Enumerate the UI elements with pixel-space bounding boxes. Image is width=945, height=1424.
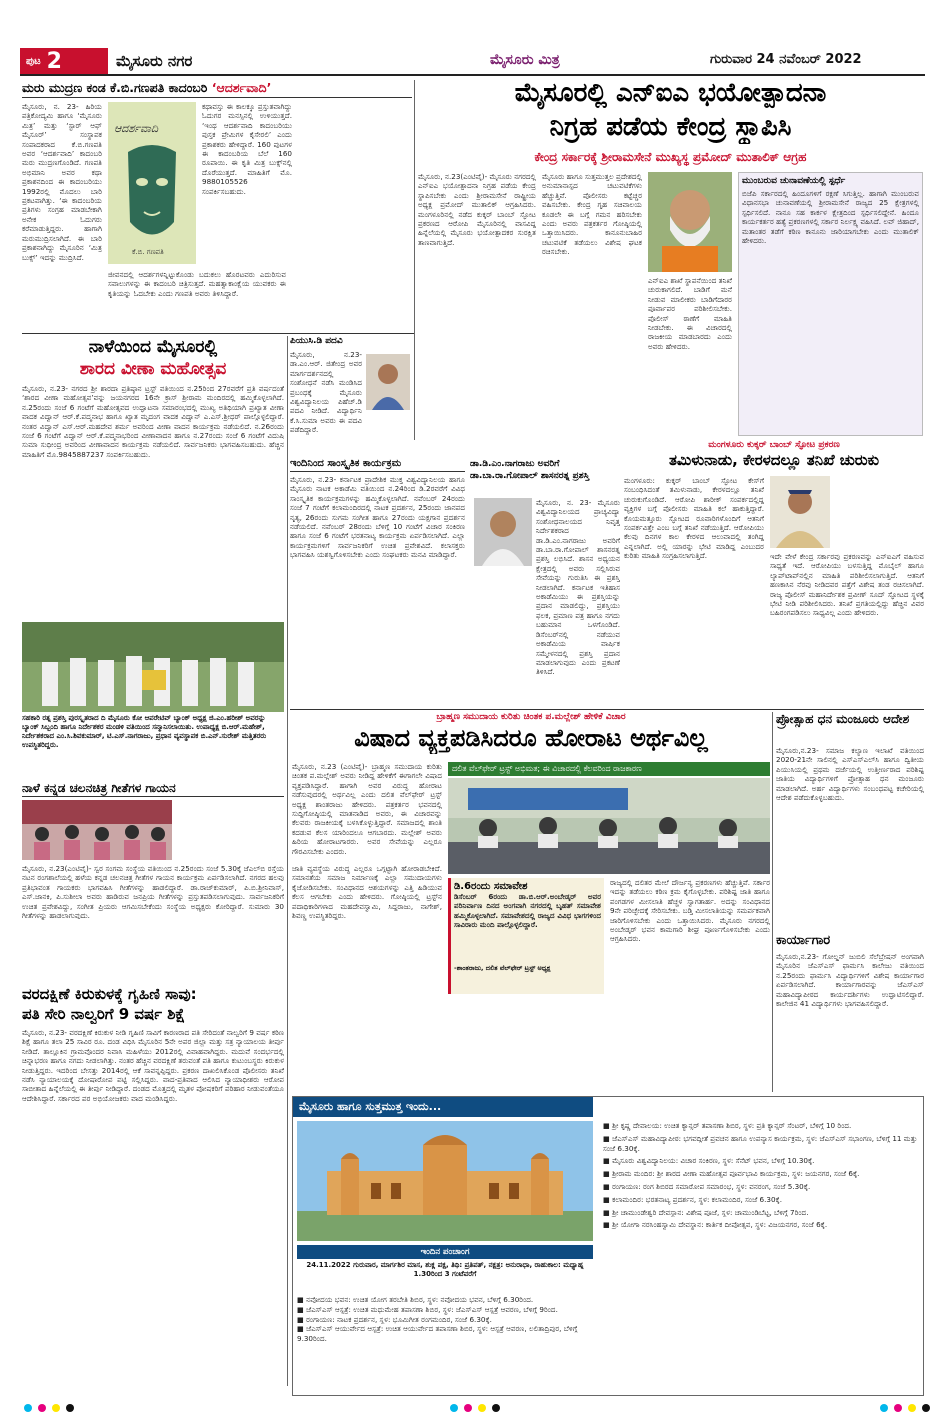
brahmin-quote-box <box>448 878 604 994</box>
today-left-list <box>297 1295 593 1393</box>
incentive-story <box>776 712 924 928</box>
person-portrait-icon <box>366 354 410 410</box>
workshop-title: ಕಾರ್ಯಾಗಾರ <box>776 933 831 948</box>
list-item: ■ ಶ್ರೀ ಕೃಷ್ಣ ದೇವಾಲಯ: ಉಚಿತ ಕ್ಯಾನ್ಸರ್ ತಪಾಸಣಾ ಶಿಬಿರ, ಸ್ಥಳ: ಪ್ರತಿ ಕ್ಯಾನ್ಸರ್ ಸೆಂಟರ್, ಬೆಳಿಗ್ಗೆ 10 ರಿಂದ. <box>603 1121 852 1130</box>
list-item: ■ ಜೆಎಸ್‌ಎಸ್ ಆಯುರ್ವೇದ ಆಸ್ಪತ್ರೆ: ಉಚಿತ ಆಯುರ್ವೇದ ತಪಾಸಣಾ ಶಿಬಿರ, ಸ್ಥಳ: ಆಸ್ಪತ್ರೆ ಆವರಣ, ಲಲಿತಾದ್ರಿಪುರ, ಬೆಳಿಗ್ಗೆ 9.30ರಿಂದ. <box>297 1324 578 1344</box>
panchanga-body: 24.11.2022 ಗುರುವಾರ, ಮಾರ್ಗಶಿರ ಮಾಸ, ಶುಕ್ಲ ಪಕ್ಷ, ತಿಥಿ: ಪ್ರತಿಪತ್, ನಕ್ಷತ್ರ: ಅನುರಾಧಾ, ರಾಹುಕಾಲ: ಮಧ್ಯಾಹ್ನ 1.30ರಿಂದ 3 ಗಂಟೆವರೆಗೆ <box>306 1261 584 1278</box>
brahmin-story <box>292 712 770 1092</box>
pcd-body: ಮೈಸೂರು, ನ.23- ಡಾ.ಎಂ.ಆರ್. ಜಿತೇಂದ್ರ ಅವರ ಮಾರ್ಗದರ್ಶನದಲ್ಲಿ ಸಂಶೋಧನೆ ನಡೆಸಿ ಮಂಡಿಸಿದ ಪ್ರಬಂಧಕ್ಕೆ ಮೈಸೂರು ವಿಶ್ವವಿದ್ಯಾನಿಲಯ ಪಿಹೆಚ್.ಡಿ ಪದವಿ ನೀಡಿದೆ. ವಿದ್ಯಾರ್ಥಿನಿ ಕೆ.ಸಿ.ಸುಮಾ ಅವರು ಈ ಪದವಿ ಪಡೆದಿದ್ದಾರೆ. <box>290 350 362 435</box>
nia-body-3: ಎನ್‌ಐಎ ಶಾಖೆ ಸ್ಥಾಪನೆಯಿಂದ ತನಿಖೆ ಚುರುಕಾಗಲಿದೆ. ಬಾಡಿಗೆ ಮನೆ ನೀಡುವ ಮಾಲೀಕರು ಬಾಡಿಗೆದಾರರ ಪೂರ್ವಾಪರ ಪರಿಶೀಲಿಸಬೇಕು. ಪೊಲೀಸ್ ಠಾಣೆಗೆ ಮಾಹಿತಿ ನೀಡಬೇಕು. ಈ ವಿಚಾರದಲ್ಲಿ ರಾಜಕೀಯ ಮಾಡಬಾರದು ಎಂದು ಅವರು ಹೇಳಿದರು. <box>648 276 732 351</box>
list-item: ■ ಜೆಎಸ್‌ಎಸ್ ಆಸ್ಪತ್ರೆ: ಉಚಿತ ಮಧುಮೇಹ ತಪಾಸಣಾ ಶಿಬಿರ, ಸ್ಥಳ: ಜೆಎಸ್‌ಎಸ್ ಆಸ್ಪತ್ರೆ ಆವರಣ, ಬೆಳಿಗ್ಗೆ 9ರಿಂದ. <box>297 1304 558 1314</box>
today-title-bar <box>293 1097 593 1117</box>
brahmin-strip <box>448 762 770 776</box>
mangaluru-body-1: ಮಂಗಳೂರು: ಕುಕ್ಕರ್ ಬಾಂಬ್ ಸ್ಫೋಟ ಕೇಸ್‌ಗೆ ಸಂಬಂಧಿಸಿದಂತೆ ತಮಿಳುನಾಡು, ಕೇರಳದಲ್ಲೂ ತನಿಖೆ ಚುರುಕುಗೊಂಡಿದೆ. ಆರೋಪಿ ಶಾರೀಕ್ ಸಂಪರ್ಕದಲ್ಲಿದ್ದ ವ್ಯಕ್ತಿಗಳ ಬಗ್ಗೆ ಪೊಲೀಸರು ಮಾಹಿತಿ ಕಲೆ ಹಾಕುತ್ತಿದ್ದಾರೆ. ಕೊಯಮತ್ತೂರು ಸ್ಫೋಟದ ರೂವಾರಿಗಳೊಂದಿಗೆ ಆತನಿಗೆ ಸಂಪರ್ಕವಿತ್ತೇ ಎಂಬ ಬಗ್ಗೆ ತನಿಖೆ ನಡೆಯುತ್ತಿದೆ. ಆರೋಪಿಯು ಕೆಲವು ದಿನಗಳ ಕಾಲ ಕೇರಳದ ಆಲುವಾದಲ್ಲಿ ತಂಗಿದ್ದ ಎನ್ನಲಾಗಿದೆ. ಅಲ್ಲಿ ಯಾರನ್ನು ಭೇಟಿ ಮಾಡಿದ್ದ ಎಂಬುದರ ಕುರಿತು ಮಾಹಿತಿ ಸಂಗ್ರಹಿಸಲಾಗುತ್ತಿದೆ. <box>624 476 764 561</box>
nia-headline-1: ಮೈಸೂರಲ್ಲಿ ಎನ್‌ಐಎ ಭಯೋತ್ಪಾದನಾ <box>514 78 827 108</box>
masthead <box>20 48 925 74</box>
mask-illustration <box>108 102 196 264</box>
today-box <box>292 1096 924 1396</box>
registration-dots <box>24 1404 74 1412</box>
brahmin-quote-title: ಡಿ.6ರಂದು ಸಮಾವೇಶ <box>454 881 528 892</box>
list-item: ■ ಶ್ರೀ ಯೋಗಾ ನರಸಿಂಹಸ್ವಾಮಿ ದೇವಸ್ಥಾನ: ಕಾರ್ತಿಕ ದೀಪೋತ್ಸವ, ಸ್ಥಳ: ವಿಜಯನಗರ, ಸಂಜೆ 6ಕ್ಕೆ. <box>603 1220 828 1230</box>
brahmin-body-2 <box>448 998 604 1090</box>
today-right-list <box>603 1121 921 1393</box>
book-cover-image <box>108 102 196 264</box>
list-item: ■ ಕಲಾಮಂದಿರ: ಭರತನಾಟ್ಯ ಪ್ರದರ್ಶನ, ಸ್ಥಳ: ಕಲಾಮಂದಿರ, ಸಂಜೆ 6.30ಕ್ಕೆ. <box>603 1194 783 1204</box>
award-title: ಡಾ.ಡಿ.ಎಂ.ನಾಗರಾಜು ಅವರಿಗೆ ಡಾ.ಬಾ.ರಾ.ಗೋಪಾಲ್ ಶಾಸನರತ್ನ ಪ್ರಶಸ್ತಿ <box>470 459 590 481</box>
mangaluru-kicker: ಮಂಗಳೂರು ಕುಕ್ಕರ್ ಬಾಂಬ್ ಸ್ಫೋಟ ಪ್ರಕರಣ <box>708 440 840 450</box>
incentive-title: ಪ್ರೋತ್ಸಾಹ ಧನ ಮಂಜೂರು ಆದೇಶ <box>776 712 910 726</box>
palace-photo <box>297 1121 593 1241</box>
book-body-1: ಮೈಸೂರು, ನ. 23- ಹಿರಿಯ ಪತ್ರಿಕೋದ್ಯಮಿ ಹಾಗೂ ‘ಮೈಸೂರು ಮಿತ್ರ’ ಮತ್ತು ‘ಸ್ಟಾರ್ ಆಫ್ ಮೈಸೂರ್’ ಸಂಸ್ಥಾಪಕ ಸಂಪಾದಕರಾದ ಕೆ.ಬಿ.ಗಣಪತಿ ಅವರ ‘ಆದರ್ಶವಾದಿ’ ಕಾದಂಬರಿ ಮರು ಮುದ್ರಣಗೊಂಡಿದೆ. ಗಣಪತಿ ಅಭಿಮಾನಿ ಅವರ ಕಥಾ ಪ್ರಕಾಶನದಿಂದ ಈ ಕಾದಂಬರಿಯು 1992ರಲ್ಲಿ ಮೊದಲು ಬಾರಿ ಪ್ರಕಟವಾಗಿತ್ತು. ‘ಈ ಕಾದಂಬರಿಯ ಪ್ರತಿಗಳು ಸಂಗ್ರಹ ಮಾಡಬೇಕಾಗಿ ಅನೇಕ ಓದುಗರು ಕರೆಮಾಡುತ್ತಿದ್ದರು. ಹಾಗಾಗಿ ಮರುಮುದ್ರಿಸಲಾಗಿದೆ. ಈ ಬಾರಿ ಪ್ರಕಾಶನಾಗಿದ್ದು ಮೈಸೂರಿನ ‘ಮಿತ್ರ ಬುಕ್ಸ್’ ಇದನ್ನು ಮುದ್ರಿಸಿದೆ. <box>22 102 102 262</box>
list-item: ■ ನವೋದಯ ಭವನ: ಉಚಿತ ಯೋಗ ತರಬೇತಿ ಶಿಬಿರ, ಸ್ಥಳ: ನವೋದಯ ಭವನ, ಬೆಳಿಗ್ಗೆ 6.30ರಿಂದ. <box>297 1295 534 1304</box>
brahmin-body-1b: ಜಾತಿ ವ್ಯವಸ್ಥೆಯ ವಿರುದ್ಧ ಎಲ್ಲರೂ ಒಗ್ಗಟ್ಟಾಗಿ ಹೋರಾಡಬೇಕಿದೆ. ಸಮಾನತೆಯ ಸಮಾಜ ನಿರ್ಮಾಣಕ್ಕೆ ಎಲ್ಲಾ ಸಮುದಾಯಗಳು ಕೈಜೋಡಿಸಬೇಕು. ಸಂವಿಧಾನದ ಆಶಯಗಳನ್ನು ಎತ್ತಿ ಹಿಡಿಯುವ ಕೆಲಸ ಆಗಬೇಕು ಎಂದು ಹೇಳಿದರು. ಗೋಷ್ಠಿಯಲ್ಲಿ ಟ್ರಸ್ಟ್‌ನ ಪದಾಧಿಕಾರಿಗಳಾದ ಮಹದೇವಸ್ವಾಮಿ, ಸಿದ್ದರಾಜು, ನಾಗೇಶ್, ಶಿವಣ್ಣ ಉಪಸ್ಥಿತರಿದ್ದರು. <box>292 864 442 921</box>
brahmin-quote-attrib: -ಶಾಂತರಾಜು, ದಲಿತ ವೆಲ್‌ಫೇರ್ ಟ್ರಸ್ಟ್ ಅಧ್ಯಕ್ಷ <box>454 964 551 972</box>
brahmin-headline: ವಿಷಾದ ವ್ಯಕ್ತಪಡಿಸಿದರೂ ಹೋರಾಟ ಅರ್ಥವಿಲ್ಲ <box>354 724 708 752</box>
person-portrait-icon <box>474 498 532 566</box>
incentive-body: ಮೈಸೂರು,ನ.23- ಸಮಾಜ ಕಲ್ಯಾಣ ಇಲಾಖೆ ವತಿಯಿಂದ 2020-21ನೇ ಸಾಲಿನಲ್ಲಿ ಎಸ್‌ಎಸ್‌ಎಲ್‌ಸಿ ಹಾಗೂ ದ್ವಿತೀಯ ಪಿಯುಸಿಯಲ್ಲಿ ಪ್ರಥಮ ದರ್ಜೆಯಲ್ಲಿ ಉತ್ತೀರ್ಣರಾದ ಪರಿಶಿಷ್ಟ ಜಾತಿಯ ವಿದ್ಯಾರ್ಥಿಗಳಿಗೆ ಪ್ರೋತ್ಸಾಹ ಧನ ಮಂಜೂರು ಮಾಡಲಾಗಿದೆ. ಅರ್ಹ ವಿದ್ಯಾರ್ಥಿಗಳು ಸಂಬಂಧಪಟ್ಟ ಕಚೇರಿಯಲ್ಲಿ ಆದೇಶ ಪಡೆದುಕೊಳ್ಳಬಹುದು. <box>776 746 924 803</box>
film-songs-body: ಮೈಸೂರು, ನ.23(ಎಂಟಿವೈ)- ಸ್ವರ ಸಂಗಮ ಸಂಸ್ಥೆಯ ವತಿಯಿಂದ ನ.25ರಂದು ಸಂಜೆ 5.30ಕ್ಕೆ ಜೆಎಲ್‌ಬಿ ರಸ್ತೆಯ ನಟನ ರಂಗಶಾಲೆಯಲ್ಲಿ ಹಳೆಯ ಕನ್ನಡ ಚಲನಚಿತ್ರ ಗೀತೆಗಳ ಗಾಯನ ಕಾರ್ಯಕ್ರಮ ಏರ್ಪಡಿಸಲಾಗಿದೆ. ನಗರದ ಹಲವು ಪ್ರತಿಭಾವಂತ ಗಾಯಕರು ಭಾಗವಹಿಸಿ ಗೀತೆಗಳನ್ನು ಹಾಡಲಿದ್ದಾರೆ. ಡಾ.ರಾಜ್‌ಕುಮಾರ್, ಪಿ.ಬಿ.ಶ್ರೀನಿವಾಸ್, ಎಸ್.ಜಾನಕಿ, ಪಿ.ಸುಶೀಲಾ ಅವರು ಹಾಡಿರುವ ಜನಪ್ರಿಯ ಗೀತೆಗಳನ್ನು ಪ್ರಸ್ತುತಪಡಿಸಲಾಗುವುದು. ಸಾರ್ವಜನಿಕರಿಗೆ ಉಚಿತ ಪ್ರವೇಶವಿದ್ದು, ಸಂಗೀತ ಪ್ರಿಯರು ಆಗಮಿಸಬೇಕೆಂದು ಸಂಸ್ಥೆಯ ಅಧ್ಯಕ್ಷರು ಕೋರಿದ್ದಾರೆ. ಸುಮಾರು 30 ಗೀತೆಗಳನ್ನು ಹಾಡಲಾಗುವುದು. <box>22 864 284 921</box>
mysore-palace-illustration <box>297 1121 593 1241</box>
dowry-headline-2: ಪತಿ ಸೇರಿ ನಾಲ್ವರಿಗೆ 9 ವರ್ಷ ಶಿಕ್ಷೆ <box>22 1005 186 1023</box>
list-item: ■ ಶ್ರೀರಾಮ ಮಂದಿರ: ಶ್ರೀ ಶಾರದ ವೀಣಾ ಮಹೋತ್ಸವ ಪೂರ್ವಭಾವಿ ಕಾರ್ಯಕ್ರಮ, ಸ್ಥಳ: ಜಯನಗರ, ಸಂಜೆ 6ಕ್ಕೆ. <box>603 1169 860 1179</box>
nia-story <box>418 76 923 436</box>
section-title: ಮೈಸೂರು ನಗರ <box>116 52 193 70</box>
dowry-headline-1: ವರದಕ್ಷಿಣೆ ಕಿರುಕುಳಕ್ಕೆ ಗೃಹಿಣಿ ಸಾವು: <box>22 985 197 1003</box>
press-meet-photo <box>448 778 770 874</box>
brahmin-strip-text: ದಲಿತ ವೆಲ್‌ಫೇರ್ ಟ್ರಸ್ಟ್ ಅಭಿಮತ; ಈ ವಿಚಾರದಲ್ಲಿ ಕೆಲವರಿಂದ ರಾಜಕಾರಣ <box>452 764 642 773</box>
dowry-story <box>22 984 284 1384</box>
brahmin-body-1: ಮೈಸೂರು, ನ.23 (ಎಂಟಿವೈ)- ಬ್ರಾಹ್ಮಣ ಸಮುದಾಯ ಕುರಿತು ಚಿಂತಕ ಪ.ಮಲ್ಲೇಶ್ ಅವರು ನೀಡಿದ್ದ ಹೇಳಿಕೆಗೆ ಈಗಾಗಲೇ ವಿಷಾದ ವ್ಯಕ್ತಪಡಿಸಿದ್ದಾರೆ. ಹಾಗಾಗಿ ಅವರ ವಿರುದ್ಧ ಹೋರಾಟ ನಡೆಸುವುದರಲ್ಲಿ ಅರ್ಥವಿಲ್ಲ ಎಂದು ದಲಿತ ವೆಲ್‌ಫೇರ್ ಟ್ರಸ್ಟ್ ಅಧ್ಯಕ್ಷ ಶಾಂತರಾಜು ಹೇಳಿದರು. ಪತ್ರಕರ್ತರ ಭವನದಲ್ಲಿ ಸುದ್ದಿಗೋಷ್ಠಿಯಲ್ಲಿ ಮಾತನಾಡಿದ ಅವರು, ಈ ವಿಚಾರವನ್ನು ಕೆಲವರು ರಾಜಕೀಯಕ್ಕೆ ಬಳಸಿಕೊಳ್ಳುತ್ತಿದ್ದಾರೆ. ಸಮಾಜದಲ್ಲಿ ಶಾಂತಿ ಕದಡುವ ಕೆಲಸ ಯಾರಿಂದಲೂ ಆಗಬಾರದು. ಮಲ್ಲೇಶ್ ಅವರು ಹಿರಿಯ ಹೋರಾಟಗಾರರು. ಅವರ ಸೇವೆಯನ್ನು ಎಲ್ಲರೂ ಗೌರವಿಸಬೇಕು ಎಂದರು. <box>292 762 442 856</box>
brahmin-quote-body: ಡಿಸೆಂಬರ್ 6ರಂದು ಡಾ.ಬಿ.ಆರ್.ಅಂಬೇಡ್ಕರ್ ಅವರ ಪರಿನಿರ್ವಾಣ ದಿನದ ಅಂಗವಾಗಿ ನಗರದಲ್ಲಿ ಬೃಹತ್ ಸಮಾವೇಶ ಹಮ್ಮಿಕೊಳ್ಳಲಾಗಿದೆ. ಸಮಾವೇಶದಲ್ಲಿ ರಾಜ್ಯದ ವಿವಿಧ ಭಾಗಗಳಿಂದ ಸಾವಿರಾರು ಮಂದಿ ಪಾಲ್ಗೊಳ್ಳಲಿದ್ದಾರೆ. <box>454 892 601 930</box>
pcd-person-photo <box>366 354 410 410</box>
book-headline: ಮರು ಮುದ್ರಣ ಕಂಡ ಕೆ.ಬಿ.ಗಣಪತಿ ಕಾದಂಬರಿ ‘ಆದರ್ಶವಾದಿ’ <box>22 80 412 98</box>
page-number: 2 <box>46 48 62 74</box>
police-officer-photo <box>770 476 830 548</box>
nia-body-1: ಮೈಸೂರು, ನ.23(ಎಂಟಿವೈ)- ಮೈಸೂರು ನಗರದಲ್ಲಿ ಎನ್‌ಐಎ ಭಯೋತ್ಪಾದನಾ ನಿಗ್ರಹ ಪಡೆಯ ಕೇಂದ್ರ ಸ್ಥಾಪಿಸಬೇಕು ಎಂದು ಶ್ರೀರಾಮಸೇನೆ ರಾಷ್ಟ್ರೀಯ ಅಧ್ಯಕ್ಷ ಪ್ರಮೋದ್ ಮುತಾಲಿಕ್ ಆಗ್ರಹಿಸಿದರು. ಮಂಗಳೂರಿನಲ್ಲಿ ನಡೆದ ಕುಕ್ಕರ್ ಬಾಂಬ್ ಸ್ಫೋಟ ಪ್ರಕರಣದ ಆರೋಪಿ ಮೈಸೂರಿನಲ್ಲಿ ವಾಸವಿದ್ದ ಹಿನ್ನೆಲೆಯಲ್ಲಿ ಮೈಸೂರು ಭಯೋತ್ಪಾದಕರ ಸುರಕ್ಷಿತ ತಾಣವಾಗುತ್ತಿದೆ. <box>418 172 536 247</box>
brahmin-kicker: ಬ್ರಾಹ್ಮಣ ಸಮುದಾಯ ಕುರಿತು ಚಿಂತಕ ಪ.ಮಲ್ಲೇಶ್ ಹೇಳಿಕೆ ವಿಚಾರ <box>436 712 626 722</box>
award-story <box>470 458 620 708</box>
bank-group-photo <box>22 622 284 712</box>
press-meet-illustration <box>448 778 770 874</box>
list-item: ■ ಶ್ರೀ ಚಾಮುಂಡೇಶ್ವರಿ ದೇವಸ್ಥಾನ: ವಿಶೇಷ ಪೂಜೆ, ಸ್ಥಳ: ಚಾಮುಂಡಿಬೆಟ್ಟ, ಬೆಳಿಗ್ಗೆ 7ರಿಂದ. <box>603 1207 809 1217</box>
paper-name: ಮೈಸೂರು ಮಿತ್ರ <box>490 52 560 68</box>
nia-sidebar <box>738 172 923 436</box>
mangaluru-headline: ತಮಿಳುನಾಡು, ಕೇರಳದಲ್ಲೂ ತನಿಖೆ ಚುರುಕು <box>668 451 880 469</box>
sharada-body: ಮೈಸೂರು, ನ.23- ನಗರದ ಶ್ರೀ ಶಾರದಾ ಪ್ರತಿಷ್ಠಾನ ಟ್ರಸ್ಟ್ ವತಿಯಿಂದ ನ.25ರಿಂದ 27ರವರೆಗೆ ಪ್ರತಿ ವರ್ಷದಂತೆ ‘ಶಾರದ ವೀಣಾ ಮಹೋತ್ಸವ’ವನ್ನು ಜಯನಗರದ 16ನೇ ಕ್ರಾಸ್ ಶ್ರೀರಾಮ ಮಂದಿರದಲ್ಲಿ ಹಮ್ಮಿಕೊಳ್ಳಲಾಗಿದೆ. ನ.25ರಂದು ಸಂಜೆ 6 ಗಂಟೆಗೆ ಮಹೋತ್ಸವದ ಉದ್ಘಾಟನಾ ಸಮಾರಂಭದಲ್ಲಿ ಮುಖ್ಯ ಅತಿಥಿಯಾಗಿ ಪ್ರಖ್ಯಾತ ವೀಣಾ ವಾದಕ ವಿದ್ವಾನ್ ಆರ್.ಕೆ.ಪದ್ಮನಾಭ ಹಾಗೂ ಖ್ಯಾತ ಮೃದಂಗ ವಾದಕ ವಿದ್ವಾನ್ ಎ.ಎಸ್.ಶ್ರೀಧರ್ ಪಾಲ್ಗೊಳ್ಳಲಿದ್ದಾರೆ. ನಂತರ ವಿದ್ವಾನ್ ಎಸ್.ಆರ್.ಮಹದೇವ ಶರ್ಮ ಅವರಿಂದ ವೀಣಾ ವಾದನ ಕಾರ್ಯಕ್ರಮ ನಡೆಯಲಿದೆ. ನ.26ರಂದು ಸಂಜೆ 6 ಗಂಟೆಗೆ ವಿದ್ವಾನ್ ಆರ್.ಕೆ.ಪದ್ಮನಾಭರಿಂದ ವೀಣಾವಾದನ ಹಾಗೂ ನ.27ರಂದು ಸಂಜೆ 6 ಗಂಟೆಗೆ ವಿದುಷಿ ಸುಮಾ ಸುಧೀಂದ್ರ ಅವರಿಂದ ವೀಣಾವಾದನ ಕಾರ್ಯಕ್ರಮ ನಡೆಯಲಿದೆ. ಸಾರ್ವಜನಿಕರು ಭಾಗವಹಿಸಬಹುದು. ಹೆಚ್ಚಿನ ಮಾಹಿತಿಗೆ ಮೊ.9845887237 ಸಂಪರ್ಕಿಸಬಹುದು. <box>22 384 284 459</box>
nia-headline-2: ನಿಗ್ರಹ ಪಡೆಯ ಕೇಂದ್ರ ಸ್ಥಾಪಿಸಿ <box>549 112 792 142</box>
workshop-story <box>776 932 924 1092</box>
list-item: ■ ಜೆಎಸ್‌ಎಸ್ ಮಹಾವಿದ್ಯಾಪೀಠ: ಭಗವದ್ಗೀತೆ ಪ್ರವಚನ ಹಾಗೂ ಉಪನ್ಯಾಸ ಕಾರ್ಯಕ್ರಮ, ಸ್ಥಳ: ಜೆಎಸ್‌ಎಸ್ ಸಭಾಂಗಣ, ಬೆಳಿಗ್ಗೆ 11 ಮತ್ತು ಸಂಜೆ 6.30ಕ್ಕೆ. <box>603 1133 918 1153</box>
registration-dots <box>450 1404 500 1412</box>
issue-date: ಗುರುವಾರ 24 ನವೆಂಬರ್ 2022 <box>710 52 862 67</box>
nia-sidebar-body: ಬಿಜೆಪಿ ಸರ್ಕಾರದಲ್ಲಿ ಹಿಂದೂಗಳಿಗೆ ರಕ್ಷಣೆ ಸಿಗುತ್ತಿಲ್ಲ. ಹಾಗಾಗಿ ಮುಂಬರುವ ವಿಧಾನಸಭಾ ಚುನಾವಣೆಯಲ್ಲಿ ಶ್ರೀರಾಮಸೇನೆ ರಾಜ್ಯದ 25 ಕ್ಷೇತ್ರಗಳಲ್ಲಿ ಸ್ಪರ್ಧಿಸಲಿದೆ. ನಾನೂ ಸಹ ಕಾರ್ಕಳ ಕ್ಷೇತ್ರದಿಂದ ಸ್ಪರ್ಧಿಸಲಿದ್ದೇನೆ. ಹಿಂದೂ ಕಾರ್ಯಕರ್ತರ ಹತ್ಯೆ ಪ್ರಕರಣಗಳಲ್ಲಿ ಸರ್ಕಾರ ನಿರ್ಲಕ್ಷ್ಯ ವಹಿಸಿದೆ. ಲವ್ ಜಿಹಾದ್, ಮತಾಂತರ ತಡೆಗೆ ಕಠಿಣ ಕಾನೂನು ಜಾರಿಯಾಗಬೇಕು ಎಂದು ಮುತಾಲಿಕ್ ಹೇಳಿದರು. <box>742 189 919 246</box>
panchanga-title: ಇಂದಿನ ಪಂಚಾಂಗ <box>420 1247 470 1257</box>
dowry-body: ಮೈಸೂರು, ನ.23- ವರದಕ್ಷಿಣೆ ಕಿರುಕುಳ ನೀಡಿ ಗೃಹಿಣಿ ಸಾವಿಗೆ ಕಾರಣರಾದ ಪತಿ ಸೇರಿದಂತೆ ನಾಲ್ವರಿಗೆ 9 ವರ್ಷ ಕಠಿಣ ಶಿಕ್ಷೆ ಹಾಗೂ ತಲಾ 25 ಸಾವಿರ ರೂ. ದಂಡ ವಿಧಿಸಿ ಮೈಸೂರಿನ 5ನೇ ಅಪರ ಜಿಲ್ಲಾ ಮತ್ತು ಸತ್ರ ನ್ಯಾಯಾಲಯ ತೀರ್ಪು ನೀಡಿದೆ. ತಾಲ್ಲೂಕಿನ ಗ್ರಾಮವೊಂದರ ನಿವಾಸಿ ಮಹಿಳೆಯು 2012ರಲ್ಲಿ ವಿವಾಹವಾಗಿದ್ದರು. ಮದುವೆ ಸಂದರ್ಭದಲ್ಲಿ ಚಿನ್ನಾಭರಣ ಹಾಗೂ ನಗದು ನೀಡಲಾಗಿತ್ತು. ನಂತರ ಹೆಚ್ಚಿನ ವರದಕ್ಷಿಣೆ ತರುವಂತೆ ಪತಿ ಹಾಗೂ ಕುಟುಂಬಸ್ಥರು ಕಿರುಕುಳ ನೀಡುತ್ತಿದ್ದರು. ಇದರಿಂದ ಬೇಸತ್ತು 2014ರಲ್ಲಿ ಆಕೆ ಸಾವನ್ನಪ್ಪಿದ್ದರು. ಪ್ರಕರಣ ದಾಖಲಿಸಿಕೊಂಡ ಪೊಲೀಸರು ತನಿಖೆ ನಡೆಸಿ ನ್ಯಾಯಾಲಯಕ್ಕೆ ದೋಷಾರೋಪ ಪಟ್ಟಿ ಸಲ್ಲಿಸಿದ್ದರು. ವಾದ-ಪ್ರತಿವಾದ ಆಲಿಸಿದ ನ್ಯಾಯಾಧೀಶರು ಆರೋಪ ಸಾಬೀತಾದ ಹಿನ್ನೆಲೆಯಲ್ಲಿ ಈ ತೀರ್ಪು ನೀಡಿದ್ದಾರೆ. ದಂಡದ ಮೊತ್ತದಲ್ಲಿ ಮೃತಳ ಪೋಷಕರಿಗೆ ಪರಿಹಾರ ನೀಡುವಂತೆಯೂ ಆದೇಶಿಸಿದ್ದಾರೆ. ಸರ್ಕಾರದ ಪರ ಅಭಿಯೋಜಕರು ವಾದ ಮಂಡಿಸಿದ್ದರು. <box>22 1028 284 1103</box>
sharada-headline: ಶಾರದ ವೀಣಾ ಮಹೋತ್ಸವ <box>79 359 227 379</box>
list-item: ■ ರಂಗಾಯಣ: ರಂಗ ಶಿಬಿರದ ಸಮಾರೋಪ ಸಮಾರಂಭ, ಸ್ಥಳ: ವನರಂಗ, ಸಂಜೆ 5.30ಕ್ಕೆ. <box>603 1181 811 1191</box>
award-person-photo <box>474 498 532 566</box>
book-cover-title: ಆದರ್ಶವಾದಿ <box>114 122 159 135</box>
page-number-badge <box>20 48 108 74</box>
page-label: ಪುಟ <box>26 55 41 67</box>
person-portrait-icon <box>648 172 732 272</box>
culture-body: ಮೈಸೂರು, ನ.23- ಕರ್ನಾಟಕ ಪ್ರಾದೇಶಿಕ ಮುಕ್ತ ವಿಶ್ವವಿದ್ಯಾನಿಲಯ ಹಾಗೂ ಮೈಸೂರು ನಾಟಕ ಅಕಾಡೆಮಿ ವತಿಯಿಂದ ನ.24ರಿಂದ ಡಿ.2ರವರೆಗೆ ವಿವಿಧ ಸಾಂಸ್ಕೃತಿಕ ಕಾರ್ಯಕ್ರಮಗಳನ್ನು ಹಮ್ಮಿಕೊಳ್ಳಲಾಗಿದೆ. ನವೆಂಬರ್ 24ರಂದು ಸಂಜೆ 7 ಗಂಟೆಗೆ ಕಲಾಮಂದಿರದಲ್ಲಿ ನಾಟಕ ಪ್ರದರ್ಶನ, 25ರಂದು ಜಾನಪದ ನೃತ್ಯ, 26ರಂದು ಸುಗಮ ಸಂಗೀತ ಹಾಗೂ 27ರಂದು ಯಕ್ಷಗಾನ ಪ್ರದರ್ಶನ ನಡೆಯಲಿದೆ. ನವೆಂಬರ್ 28ರಂದು ಬೆಳಿಗ್ಗೆ 10 ಗಂಟೆಗೆ ವಿಚಾರ ಸಂಕಿರಣ ಹಾಗೂ ಸಂಜೆ 6 ಗಂಟೆಗೆ ಭರತನಾಟ್ಯ ಕಾರ್ಯಕ್ರಮ ಏರ್ಪಡಿಸಲಾಗಿದೆ. ಎಲ್ಲಾ ಕಾರ್ಯಕ್ರಮಗಳಿಗೆ ಸಾರ್ವಜನಿಕರಿಗೆ ಉಚಿತ ಪ್ರವೇಶವಿದೆ. ಕಲಾಸಕ್ತರು ಭಾಗವಹಿಸಿ ಯಶಸ್ವಿಗೊಳಿಸಬೇಕು ಎಂದು ಸಂಘಟಕರು ಮನವಿ ಮಾಡಿದ್ದಾರೆ. <box>290 475 465 560</box>
panchanga-title-bar <box>297 1245 593 1259</box>
brahmin-body-3: ರಾಜ್ಯದಲ್ಲಿ ದಲಿತರ ಮೇಲೆ ದೌರ್ಜನ್ಯ ಪ್ರಕರಣಗಳು ಹೆಚ್ಚುತ್ತಿವೆ. ಸರ್ಕಾರ ಇದನ್ನು ತಡೆಯಲು ಕಠಿಣ ಕ್ರಮ ಕೈಗೊಳ್ಳಬೇಕು. ಪರಿಶಿಷ್ಟ ಜಾತಿ ಹಾಗೂ ಪಂಗಡಗಳ ಮೀಸಲಾತಿ ಹೆಚ್ಚಳ ಸ್ವಾಗತಾರ್ಹ. ಅದನ್ನು ಸಂವಿಧಾನದ 9ನೇ ಪರಿಚ್ಛೇದಕ್ಕೆ ಸೇರಿಸಬೇಕು. ಬಡ್ತಿ ಮೀಸಲಾತಿಯನ್ನು ಸಮರ್ಪಕವಾಗಿ ಜಾರಿಗೊಳಿಸಬೇಕು ಎಂದು ಒತ್ತಾಯಿಸಿದರು. ಮೈಸೂರು ನಗರದಲ್ಲಿ ಅಂಬೇಡ್ಕರ್ ಭವನ ಕಾಮಗಾರಿ ಶೀಘ್ರ ಪೂರ್ಣಗೊಳಿಸಬೇಕು ಎಂದು ಆಗ್ರಹಿಸಿದರು. <box>610 878 770 944</box>
list-item: ■ ರಂಗಾಯಣ: ನಾಟಕ ಪ್ರದರ್ಶನ, ಸ್ಥಳ: ಭೂಮಿಗೀತ ರಂಗಮಂದಿರ, ಸಂಜೆ 6.30ಕ್ಕೆ. <box>297 1314 492 1324</box>
book-body-3: ಕಥಾವಸ್ತು ಈ ಕಾಲಕ್ಕೂ ಪ್ರಸ್ತುತವಾಗಿದ್ದು ಓದುಗರ ಮನಸ್ಸಿನಲ್ಲಿ ಉಳಿಯುತ್ತದೆ. ‘ಇಂಥ ಆದರ್ಶವಾದಿ ಕಾದಂಬರಿಯು ಪುಸ್ತಕ ಪ್ರೇಮಿಗಳ ಕೈಸೇರಲಿ’ ಎಂದು ಪ್ರಕಾಶಕರು ಹೇಳಿದ್ದಾರೆ. 160 ಪುಟಗಳ ಈ ಕಾದಂಬರಿಯ ಬೆಲೆ 160 ರೂಪಾಯಿ. ಈ ಕೃತಿ ಮಿತ್ರ ಬುಕ್ಸ್‌ನಲ್ಲಿ ದೊರೆಯುತ್ತದೆ. ಮಾಹಿತಿಗೆ ಮೊ. 9880105526 ಸಂಪರ್ಕಿಸಬಹುದು. <box>202 102 292 196</box>
mangaluru-body-2: ಇದೇ ವೇಳೆ ಕೇಂದ್ರ ಸರ್ಕಾರವು ಪ್ರಕರಣವನ್ನು ಎನ್‌ಐಎಗೆ ವಹಿಸುವ ಸಾಧ್ಯತೆ ಇದೆ. ಆರೋಪಿಯು ಬಳಸುತ್ತಿದ್ದ ಮೊಬೈಲ್ ಹಾಗೂ ಲ್ಯಾಪ್‌ಟಾಪ್‌ನಲ್ಲಿನ ಮಾಹಿತಿ ಪರಿಶೀಲಿಸಲಾಗುತ್ತಿದೆ. ಆತನಿಗೆ ಹಣಕಾಸಿನ ನೆರವು ನೀಡಿದವರ ಪತ್ತೆಗೆ ವಿಶೇಷ ತಂಡ ರಚಿಸಲಾಗಿದೆ. ರಾಜ್ಯ ಪೊಲೀಸ್ ಮಹಾನಿರ್ದೇಶಕ ಪ್ರವೀಣ್ ಸೂದ್ ಸ್ಫೋಟದ ಸ್ಥಳಕ್ಕೆ ಭೇಟಿ ನೀಡಿ ಪರಿಶೀಲಿಸಿದರು. ತನಿಖೆ ಪ್ರಗತಿಯಲ್ಲಿದ್ದು ಹೆಚ್ಚಿನ ವಿವರ ಬಹಿರಂಗಪಡಿಸಲು ಸಾಧ್ಯವಿಲ್ಲ ಎಂದು ಹೇಳಿದರು. <box>770 552 924 618</box>
workshop-body: ಮೈಸೂರು,ನ.23- ಗೋಲ್ಡನ್ ಜುಬಿಲಿ ಸೆಲೆಬ್ರೇಷನ್ ಅಂಗವಾಗಿ ಮೈಸೂರಿನ ಜೆಎಸ್‌ಎಸ್ ಫಾರ್ಮಸಿ ಕಾಲೇಜು ವತಿಯಿಂದ ನ.25ರಂದು ಫಾರ್ಮಸಿ ವಿದ್ಯಾರ್ಥಿಗಳಿಗೆ ವಿಶೇಷ ಕಾರ್ಯಾಗಾರ ಏರ್ಪಡಿಸಲಾಗಿದೆ. ಕಾರ್ಯಾಗಾರವನ್ನು ಜೆಎಸ್‌ಎಸ್ ಮಹಾವಿದ್ಯಾಪೀಠದ ಕಾರ್ಯದರ್ಶಿಗಳು ಉದ್ಘಾಟಿಸಲಿದ್ದಾರೆ. ಕಾಲೇಜಿನ 41 ವಿದ್ಯಾರ್ಥಿಗಳು ಭಾಗವಹಿಸಲಿದ್ದಾರೆ. <box>776 952 924 1009</box>
sharada-story <box>22 336 284 620</box>
singers-photo <box>22 800 172 860</box>
pcd-title: ಪಿಯುಸಿ.ಡಿ ಪದವಿ <box>290 336 343 346</box>
bank-photo-caption: ಸಹಕಾರಿ ರತ್ನ ಪ್ರಶಸ್ತಿ ಪುರಸ್ಕೃತರಾದ ದಿ ಮೈಸೂರು ಕೋ ಆಪರೇಟಿವ್ ಬ್ಯಾಂಕ್ ಅಧ್ಯಕ್ಷ ಜಿ.ಎಂ.ಹರೀಶ್ ಅವರನ್ನು ಬ್ಯಾಂಕ್ ಸಿಬ್ಬಂದಿ ಹಾಗೂ ನಿರ್ದೇಶಕರ ಮಂಡಳಿ ವತಿಯಿಂದ ಸನ್ಮಾನಿಸಲಾಯಿತು. ಉಪಾಧ್ಯಕ್ಷ ಬಿ.ಆರ್.ಮಹೇಶ್, ನಿರ್ದೇಶಕರಾದ ಎಂ.ಸಿ.ಶಿವಕುಮಾರ್, ಟಿ.ಎಸ್.ನಾಗರಾಜು, ಪ್ರಧಾನ ವ್ಯವಸ್ಥಾಪಕ ಬಿ.ಎನ್.ಸುರೇಶ್ ಮತ್ತಿತರರು ಉಪಸ್ಥಿತರಿದ್ದರು. <box>22 714 267 749</box>
group-photo-illustration <box>22 622 284 712</box>
today-title: ಮೈಸೂರು ಹಾಗೂ ಸುತ್ತಮುತ್ತ ಇಂದು... <box>299 1100 442 1113</box>
list-item: ■ ಮೈಸೂರು ವಿಶ್ವವಿದ್ಯಾನಿಲಯ: ವಿಚಾರ ಸಂಕಿರಣ, ಸ್ಥಳ: ಸೆನೆಟ್ ಭವನ, ಬೆಳಿಗ್ಗೆ 10.30ಕ್ಕೆ. <box>603 1156 815 1166</box>
nia-sidebar-title: ಮುಂಬರುವ ಚುನಾವಣೆಯಲ್ಲಿ ಸ್ಪರ್ಧೆ <box>742 176 846 186</box>
book-cover-author: ಕೆ.ಬಿ. ಗಣಪತಿ <box>132 248 164 256</box>
nia-subhead: ಕೇಂದ್ರ ಸರ್ಕಾರಕ್ಕೆ ಶ್ರೀರಾಮಸೇನೆ ಮುಖ್ಯಸ್ಥ ಪ್ರಮೋದ್ ಮುತಾಲಿಕ್ ಆಗ್ರಹ <box>534 150 807 164</box>
book-body-2: ಜೀವನದಲ್ಲಿ ಆದರ್ಶಗಳನ್ನಿಟ್ಟುಕೊಂಡು ಬದುಕಲು ಹೊರಟವರು ಎದುರಿಸುವ ಸವಾಲುಗಳನ್ನು ಈ ಕಾದಂಬರಿ ಚಿತ್ರಿಸುತ್ತದೆ. ಮಹತ್ವಾಕಾಂಕ್ಷೆಯ ಯುವಕರು ಈ ಕೃತಿಯನ್ನು ಓದಬೇಕು ಎಂದು ಗಣಪತಿ ಅವರು ತಿಳಿಸಿದ್ದಾರೆ. <box>108 270 286 298</box>
film-songs-title: ನಾಳೆ ಕನ್ನಡ ಚಲನಚಿತ್ರ ಗೀತೆಗಳ ಗಾಯನ <box>22 780 284 797</box>
book-body-3b <box>298 102 410 328</box>
nia-body-2: ಮೈಸೂರು ಹಾಗೂ ಸುತ್ತಮುತ್ತಲ ಪ್ರದೇಶದಲ್ಲಿ ಅನುಮಾನಾಸ್ಪದ ಚಟುವಟಿಕೆಗಳು ಹೆಚ್ಚುತ್ತಿವೆ. ಪೊಲೀಸರು ಕಟ್ಟೆಚ್ಚರ ವಹಿಸಬೇಕು. ಕೇಂದ್ರ ಗೃಹ ಸಚಿವಾಲಯ ಕೂಡಲೇ ಈ ಬಗ್ಗೆ ಗಮನ ಹರಿಸಬೇಕು ಎಂದು ಅವರು ಪತ್ರಕರ್ತರ ಗೋಷ್ಠಿಯಲ್ಲಿ ಒತ್ತಾಯಿಸಿದರು. ಕಾನೂನುಬಾಹಿರ ಚಟುವಟಿಕೆ ತಡೆಯಲು ವಿಶೇಷ ಘಟಕ ರಚಿಸಬೇಕು. <box>542 172 642 257</box>
muthalik-photo <box>648 172 732 272</box>
registration-dots <box>880 1404 930 1412</box>
culture-title: ಇಂದಿನಿಂದ ಸಾಂಸ್ಕೃತಿಕ ಕಾರ್ಯಕ್ರಮ <box>290 458 465 472</box>
pcd-story <box>290 336 412 456</box>
film-songs-story <box>22 780 284 980</box>
culture-story <box>290 458 465 708</box>
award-body: ಮೈಸೂರು, ನ. 23- ಮೈಸೂರು ವಿಶ್ವವಿದ್ಯಾನಿಲಯದ ಪ್ರಾಚ್ಯವಿದ್ಯಾ ಸಂಶೋಧನಾಲಯದ ನಿವೃತ್ತ ನಿರ್ದೇಶಕರಾದ ಡಾ.ಡಿ.ಎಂ.ನಾಗರಾಜು ಅವರಿಗೆ ಡಾ.ಬಾ.ರಾ.ಗೋಪಾಲ್ ಶಾಸನರತ್ನ ಪ್ರಶಸ್ತಿ ಲಭಿಸಿದೆ. ಶಾಸನ ಅಧ್ಯಯನ ಕ್ಷೇತ್ರದಲ್ಲಿ ಅವರು ಸಲ್ಲಿಸಿರುವ ಸೇವೆಯನ್ನು ಗುರುತಿಸಿ ಈ ಪ್ರಶಸ್ತಿ ನೀಡಲಾಗಿದೆ. ಕರ್ನಾಟಕ ಇತಿಹಾಸ ಅಕಾಡೆಮಿಯು ಈ ಪ್ರಶಸ್ತಿಯನ್ನು ಪ್ರದಾನ ಮಾಡಲಿದ್ದು, ಪ್ರಶಸ್ತಿಯು ಫಲಕ, ಪ್ರಮಾಣ ಪತ್ರ ಹಾಗೂ ನಗದು ಬಹುಮಾನ ಒಳಗೊಂಡಿದೆ. ಡಿಸೆಂಬರ್‌ನಲ್ಲಿ ನಡೆಯುವ ಅಕಾಡೆಮಿಯ ವಾರ್ಷಿಕ ಸಮ್ಮೇಳನದಲ್ಲಿ ಪ್ರಶಸ್ತಿ ಪ್ರದಾನ ಮಾಡಲಾಗುವುದು ಎಂದು ಪ್ರಕಟಣೆ ತಿಳಿಸಿದೆ. <box>536 498 620 677</box>
book-story <box>22 80 412 330</box>
mangaluru-story <box>624 440 924 708</box>
singers-illustration <box>22 800 172 860</box>
sharada-kicker: ನಾಳೆಯಿಂದ ಮೈಸೂರಲ್ಲಿ <box>88 337 218 357</box>
person-portrait-icon <box>770 476 830 548</box>
